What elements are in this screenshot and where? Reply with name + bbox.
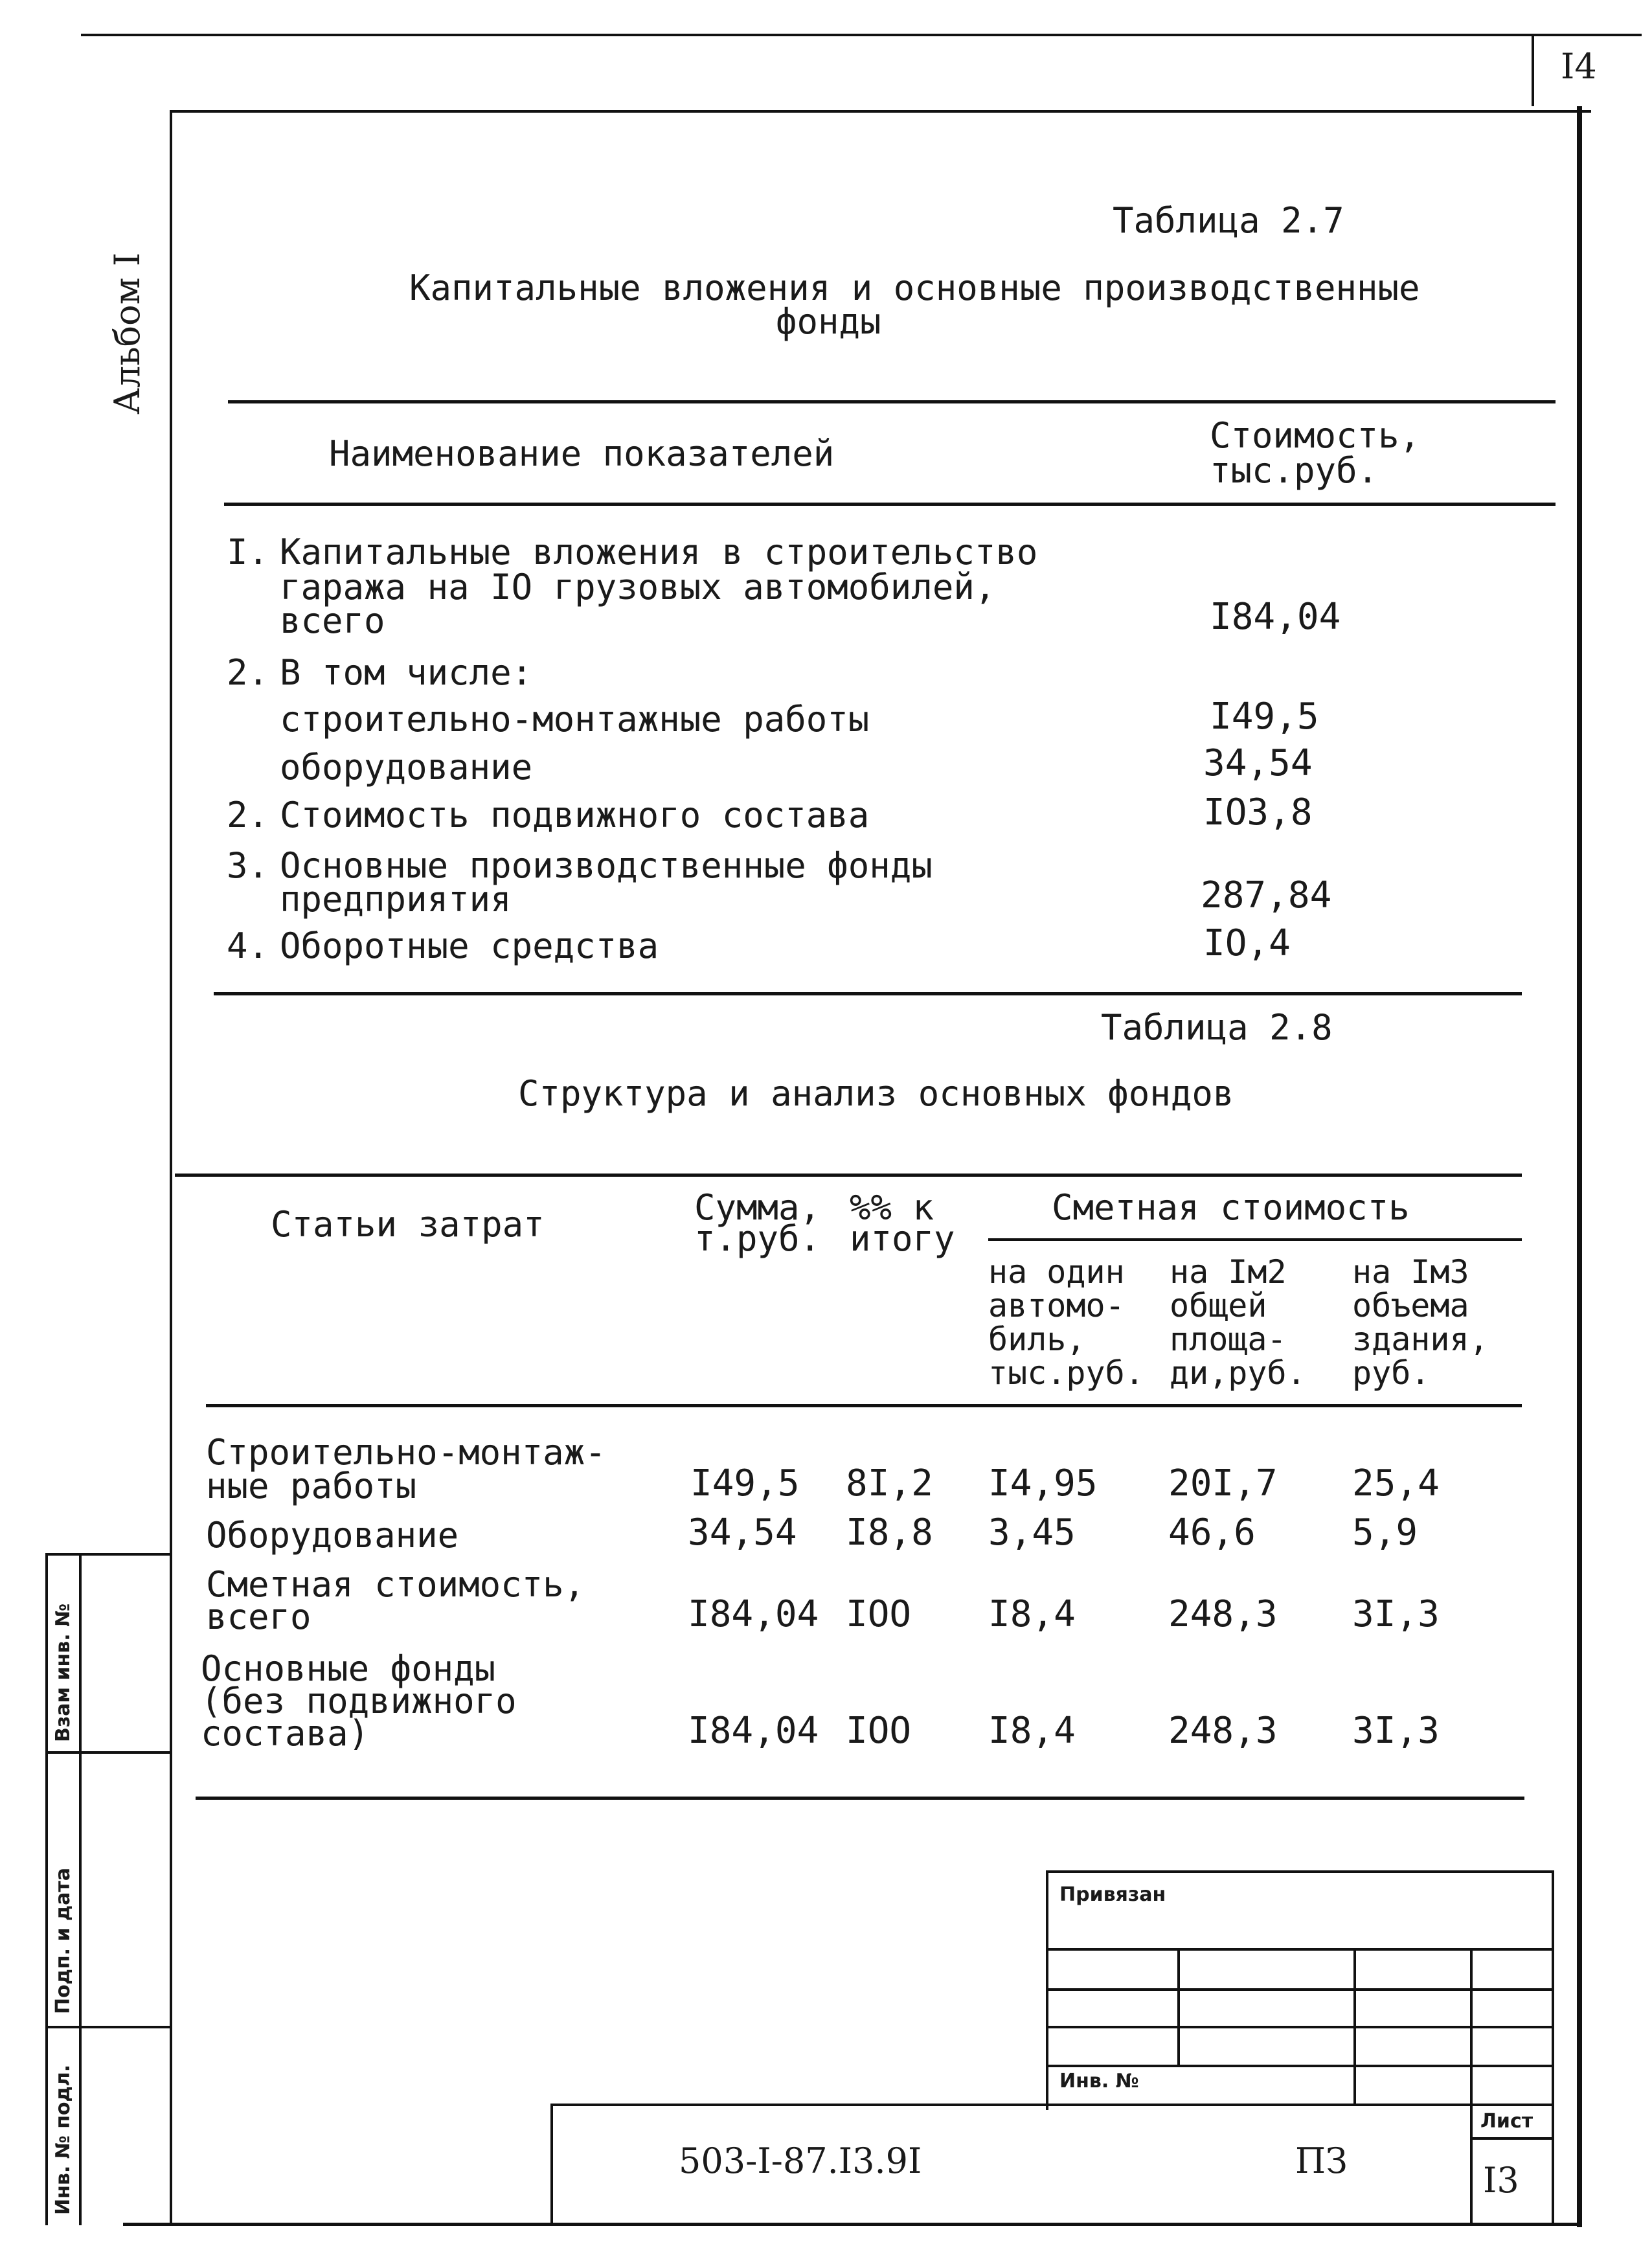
t28-header-items: Статьи затрат bbox=[271, 1204, 545, 1245]
t28-row3-per-car: I8,4 bbox=[988, 1593, 1076, 1635]
page-number: I4 bbox=[1561, 46, 1597, 87]
stamp-grid-v1 bbox=[1177, 1948, 1180, 2065]
t27-row1-no: I. bbox=[227, 532, 269, 573]
t28-header-per-m3-2: объема bbox=[1352, 1287, 1469, 1324]
t27-row3-line1: строительно-монтажные работы bbox=[280, 699, 870, 740]
t27-row5-value: IO3,8 bbox=[1203, 791, 1313, 834]
t28-header-per-car-1: на один bbox=[988, 1253, 1125, 1291]
t28-row3-per-m3: 3I,3 bbox=[1352, 1593, 1440, 1635]
t27-row4-value: 34,54 bbox=[1203, 742, 1313, 784]
t28-header-per-m2-1: на Iм2 bbox=[1170, 1253, 1287, 1291]
table28-bottom-rule bbox=[196, 1797, 1524, 1800]
t28-row4-per-m3: 3I,3 bbox=[1352, 1710, 1440, 1752]
t28-row1-per-car: I4,95 bbox=[988, 1462, 1098, 1504]
t27-row2-line1: В том числе: bbox=[280, 652, 533, 693]
t27-row6-line1: Основные производственные фонды bbox=[280, 845, 933, 886]
stamp-upper-right bbox=[1552, 1870, 1554, 2225]
t27-row7-no: 4. bbox=[227, 925, 269, 966]
t28-header-per-car-2: автомо- bbox=[988, 1287, 1125, 1324]
side-strip-left bbox=[45, 1553, 48, 2225]
stamp-upper-top bbox=[1046, 1870, 1554, 1873]
stamp-lower-left bbox=[550, 2104, 553, 2225]
t27-row6-value: 287,84 bbox=[1201, 874, 1332, 916]
t28-header-per-m3-3: здания, bbox=[1352, 1321, 1489, 1358]
stamp-grid-v2 bbox=[1353, 1948, 1356, 2105]
table27-label: Таблица 2.7 bbox=[1113, 200, 1344, 241]
page-number-box-left bbox=[1532, 34, 1534, 106]
t28-row3-sum: I84,04 bbox=[688, 1593, 819, 1635]
t28-row3-name-1: Сметная стоимость, bbox=[206, 1564, 585, 1605]
table27-top-rule bbox=[228, 400, 1556, 403]
t28-header-sum-2: т.руб. bbox=[694, 1218, 821, 1259]
t28-row2-per-m2: 46,6 bbox=[1168, 1512, 1256, 1554]
t28-row4-name-2: (без подвижного bbox=[201, 1681, 517, 1721]
table28-title: Структура и анализ основных фондов bbox=[518, 1073, 1234, 1114]
t27-row5-line1: Стоимость подвижного состава bbox=[280, 795, 870, 835]
side-strip-mid bbox=[79, 1553, 82, 2225]
t27-row5-no: 2. bbox=[227, 795, 269, 835]
side-strip-div1 bbox=[45, 1751, 172, 1754]
t28-row1-per-m2: 20I,7 bbox=[1168, 1462, 1278, 1504]
table27-header-cost-2: тыс.руб. bbox=[1210, 450, 1379, 491]
stamp-section: ПЗ bbox=[1295, 2140, 1348, 2181]
frame-bottom bbox=[123, 2223, 1582, 2226]
t27-row7-value: IO,4 bbox=[1203, 922, 1291, 964]
stamp-grid-h2 bbox=[1046, 1988, 1554, 1991]
t28-row3-per-m2: 248,3 bbox=[1168, 1593, 1278, 1635]
table27-header-rule bbox=[224, 503, 1556, 506]
side-label-podp-data: Подп. и дата bbox=[52, 1867, 74, 2014]
stamp-bound-label: Привязан bbox=[1059, 1883, 1166, 1906]
stamp-grid-h1 bbox=[1046, 1948, 1554, 1951]
side-label-inv-podl: Инв. № подл. bbox=[52, 2064, 74, 2215]
stamp-sheet-rule bbox=[1470, 2137, 1554, 2140]
album-label: Альбом I bbox=[107, 252, 148, 414]
t28-row1-name-1: Строительно-монтаж- bbox=[206, 1432, 606, 1473]
t28-row2-sum: 34,54 bbox=[688, 1512, 797, 1554]
t28-row1-pct: 8I,2 bbox=[846, 1462, 933, 1504]
stamp-grid-v3 bbox=[1470, 1948, 1473, 2225]
table27-title-line1: Капитальные вложения и основные производственные bbox=[409, 267, 1420, 308]
side-label-vzam-inv: Взам инв. № bbox=[52, 1603, 74, 1742]
table27-bottom-rule bbox=[214, 992, 1522, 995]
table27-header-cost-1: Стоимость, bbox=[1210, 415, 1421, 456]
t28-row4-sum: I84,04 bbox=[688, 1710, 819, 1752]
t28-header-per-car-4: тыс.руб. bbox=[988, 1354, 1144, 1392]
frame-left bbox=[170, 110, 172, 2225]
t27-row6-no: 3. bbox=[227, 845, 269, 886]
stamp-sheet-label: Лист bbox=[1480, 2110, 1533, 2133]
t27-row1-line3: всего bbox=[280, 600, 385, 641]
t28-row1-sum: I49,5 bbox=[690, 1462, 800, 1504]
t27-row1-line1: Капитальные вложения в строительство bbox=[280, 532, 1038, 573]
t28-header-per-car-3: биль, bbox=[988, 1321, 1086, 1358]
t28-header-per-m2-3: площа- bbox=[1170, 1321, 1287, 1358]
t28-row1-name-2: ные работы bbox=[206, 1466, 417, 1506]
stamp-inv-label: Инв. № bbox=[1059, 2070, 1139, 2093]
stamp-doc-code: 503-I-87.I3.9I bbox=[679, 2140, 922, 2181]
stamp-grid-h3 bbox=[1046, 2026, 1554, 2028]
t28-row4-name-3: состава) bbox=[201, 1713, 370, 1754]
t27-row3-value: I49,5 bbox=[1210, 696, 1319, 738]
t28-header-sum-1: Сумма, bbox=[694, 1187, 821, 1228]
t28-header-per-m2-4: ди,руб. bbox=[1170, 1354, 1306, 1392]
side-strip-top bbox=[45, 1553, 172, 1556]
table27-title-line2: фонды bbox=[776, 301, 881, 342]
stamp-lower-top bbox=[550, 2104, 1554, 2106]
t28-row1-per-m3: 25,4 bbox=[1352, 1462, 1440, 1504]
t28-row4-per-car: I8,4 bbox=[988, 1710, 1076, 1752]
t28-row3-pct: IOO bbox=[846, 1593, 912, 1635]
t28-row2-per-m3: 5,9 bbox=[1352, 1512, 1418, 1554]
top-rule bbox=[81, 34, 1642, 36]
t28-header-rule bbox=[206, 1404, 1522, 1407]
t27-row4-line1: оборудование bbox=[280, 747, 533, 788]
t28-row4-per-m2: 248,3 bbox=[1168, 1710, 1278, 1752]
t27-row1-line2: гаража на IO грузовых автомобилей, bbox=[280, 567, 996, 607]
t27-row1-value: I84,04 bbox=[1210, 596, 1341, 638]
t28-row4-pct: IOO bbox=[846, 1710, 912, 1752]
frame-right bbox=[1577, 106, 1582, 2227]
t28-header-per-m3-4: руб. bbox=[1352, 1354, 1431, 1392]
stamp-grid-h4 bbox=[1046, 2065, 1554, 2067]
t28-header-sub-rule bbox=[988, 1238, 1522, 1241]
table28-label: Таблица 2.8 bbox=[1101, 1007, 1333, 1048]
t28-row2-pct: I8,8 bbox=[846, 1512, 933, 1554]
t28-row3-name-2: всего bbox=[206, 1596, 311, 1637]
frame-top bbox=[170, 110, 1591, 113]
t28-header-per-m3-1: на Iм3 bbox=[1352, 1253, 1469, 1291]
t27-row2-no: 2. bbox=[227, 652, 269, 693]
t28-row4-name-1: Основные фонды bbox=[201, 1648, 496, 1689]
t28-row2-name-1: Оборудование bbox=[206, 1515, 459, 1556]
stamp-sheet-no: I3 bbox=[1483, 2160, 1519, 2201]
t28-row2-per-car: 3,45 bbox=[988, 1512, 1076, 1554]
t27-row6-line2: предприятия bbox=[280, 879, 512, 920]
t28-header-estimated: Сметная стоимость bbox=[1052, 1187, 1410, 1228]
t28-header-per-m2-2: общей bbox=[1170, 1287, 1267, 1324]
side-strip-div2 bbox=[45, 2026, 172, 2028]
t28-header-pct-2: итогу bbox=[850, 1218, 955, 1259]
table28-top-rule bbox=[175, 1174, 1522, 1177]
t28-header-pct-1: %% к bbox=[850, 1187, 934, 1228]
table27-header-name: Наименование показателей bbox=[329, 433, 835, 474]
t27-row7-line1: Оборотные средства bbox=[280, 925, 659, 966]
